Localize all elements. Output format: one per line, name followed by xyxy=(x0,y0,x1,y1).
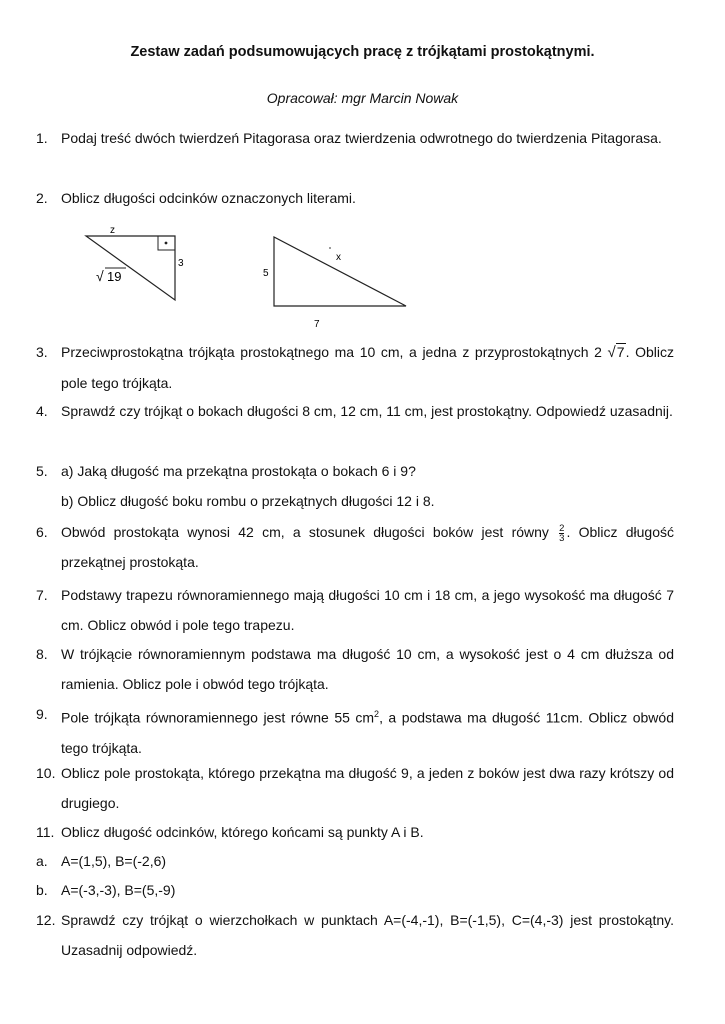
task-number: 6. xyxy=(36,524,48,540)
task-number: 3. xyxy=(36,344,48,360)
task-text: Sprawdź czy trójkąt o bokach długości 8 cm, 12 cm, 11 cm, jest prostokątny. Odpowiedź uzasadnij. xyxy=(61,403,673,419)
task-number: 8. xyxy=(36,646,48,662)
task-number: 10. xyxy=(36,765,56,781)
label-7: 7 xyxy=(314,319,320,330)
task-text-part: Pole trójkąta równoramiennego jest równe 55 cm xyxy=(61,709,375,726)
task-text: Podaj treść dwóch twierdzeń Pitagorasa oraz twierdzenia odwrotnego do twierdzenia Pitagorasa. xyxy=(61,130,662,146)
triangle-figure-1 xyxy=(80,222,190,302)
task-text: W trójkącie równoramiennym podstawa ma długość 10 cm, a wysokość jest o 4 cm dłuższa od ramienia. Oblicz pole i obwód tego trójkąta. xyxy=(61,646,674,692)
task-text: Oblicz długości odcinków oznaczonych literami. xyxy=(61,190,356,206)
subitem-label: a. xyxy=(36,853,48,869)
triangle-figure-2 xyxy=(258,230,418,334)
label-sqrt-sign: √ xyxy=(96,268,104,284)
task-text: Oblicz długość odcinków, którego końcami są punkty A i B. xyxy=(61,824,424,840)
label-sqrt-19: 19 xyxy=(107,269,122,284)
task-text-part: , a podstawa ma długość 11cm. Oblicz obwód tego trójkąta. xyxy=(61,709,674,756)
subitem-label: b. xyxy=(36,882,48,898)
fraction-denominator: 3 xyxy=(559,532,565,544)
task-text xyxy=(61,337,674,398)
task-1 xyxy=(36,123,674,153)
triangle-2-shape xyxy=(274,237,406,306)
label-x: x xyxy=(336,252,341,263)
task-11 xyxy=(36,817,674,847)
task-7 xyxy=(36,580,674,640)
task-number: 11. xyxy=(36,824,55,840)
task-number: 1. xyxy=(36,130,48,146)
task-number: 9. xyxy=(36,706,48,722)
task-12 xyxy=(36,905,674,965)
sqrt-sign: √ xyxy=(607,344,616,361)
task-text: Sprawdź czy trójkąt o wierzchołkach w punktach A=(-4,-1), B=(-1,5), C=(4,-3) jest prostokątny. Uzasadnij odpowiedź. xyxy=(61,912,674,958)
task-text-a: a) Jaką długość ma przekątna prostokąta o bokach 6 i 9? xyxy=(61,463,416,479)
subitem-text: A=(1,5), B=(-2,6) xyxy=(61,853,167,869)
task-text-b: b) Oblicz długość boku rombu o przekątnych długości 12 i 8. xyxy=(61,493,435,509)
task-3 xyxy=(36,337,674,398)
task-6 xyxy=(36,517,674,577)
label-5: 5 xyxy=(263,268,269,279)
task-number: 7. xyxy=(36,587,48,603)
task-text xyxy=(61,699,674,763)
right-angle-dot xyxy=(165,242,168,245)
task-number: 2. xyxy=(36,190,48,206)
task-number: 5. xyxy=(36,463,48,479)
label-3: 3 xyxy=(178,258,184,269)
task-text: Oblicz pole prostokąta, którego przekątna ma długość 9, a jeden z boków jest dwa razy krótszy od drugiego. xyxy=(61,765,674,811)
subitem-text: A=(-3,-3), B=(5,-9) xyxy=(61,882,176,898)
label-z: z xyxy=(110,225,115,236)
sqrt-value: 7 xyxy=(616,344,625,360)
author-line: Opracował: mgr Marcin Nowak xyxy=(266,90,459,106)
fraction-numerator: 2 xyxy=(559,522,565,534)
task-text: Podstawy trapezu równoramiennego mają długości 10 cm i 18 cm, a jego wysokość ma długość 7 cm. Oblicz obwód i pole tego trapezu. xyxy=(61,587,674,633)
task-5 xyxy=(36,456,674,516)
task-2 xyxy=(36,183,674,213)
task-number: 4. xyxy=(36,403,48,419)
fraction xyxy=(559,524,564,543)
superscript: 2 xyxy=(374,709,380,719)
task-8 xyxy=(36,639,674,699)
subitem-b xyxy=(36,875,674,905)
task-10 xyxy=(36,758,674,818)
task-text-part: . Oblicz długość przekątnej prostokąta. xyxy=(61,524,675,570)
task-text-part: Obwód prostokąta wynosi 42 cm, a stosunek długości boków jest równy xyxy=(61,524,558,540)
task-9 xyxy=(36,699,674,763)
task-text xyxy=(61,517,674,577)
task-text-part: Przeciwprostokątna trójkąta prostokątnego ma 10 cm, a jedna z przyprostokątnych 2 xyxy=(61,344,608,360)
task-4 xyxy=(36,396,674,426)
dot-mark xyxy=(329,247,331,249)
subitem-a xyxy=(36,846,674,876)
task-text-part: . Oblicz pole tego trójkąta. xyxy=(61,344,674,391)
task-number: 12. xyxy=(36,912,56,928)
page-title: Zestaw zadań podsumowujących pracę z trójkątami prostokątnymi. xyxy=(130,44,595,60)
